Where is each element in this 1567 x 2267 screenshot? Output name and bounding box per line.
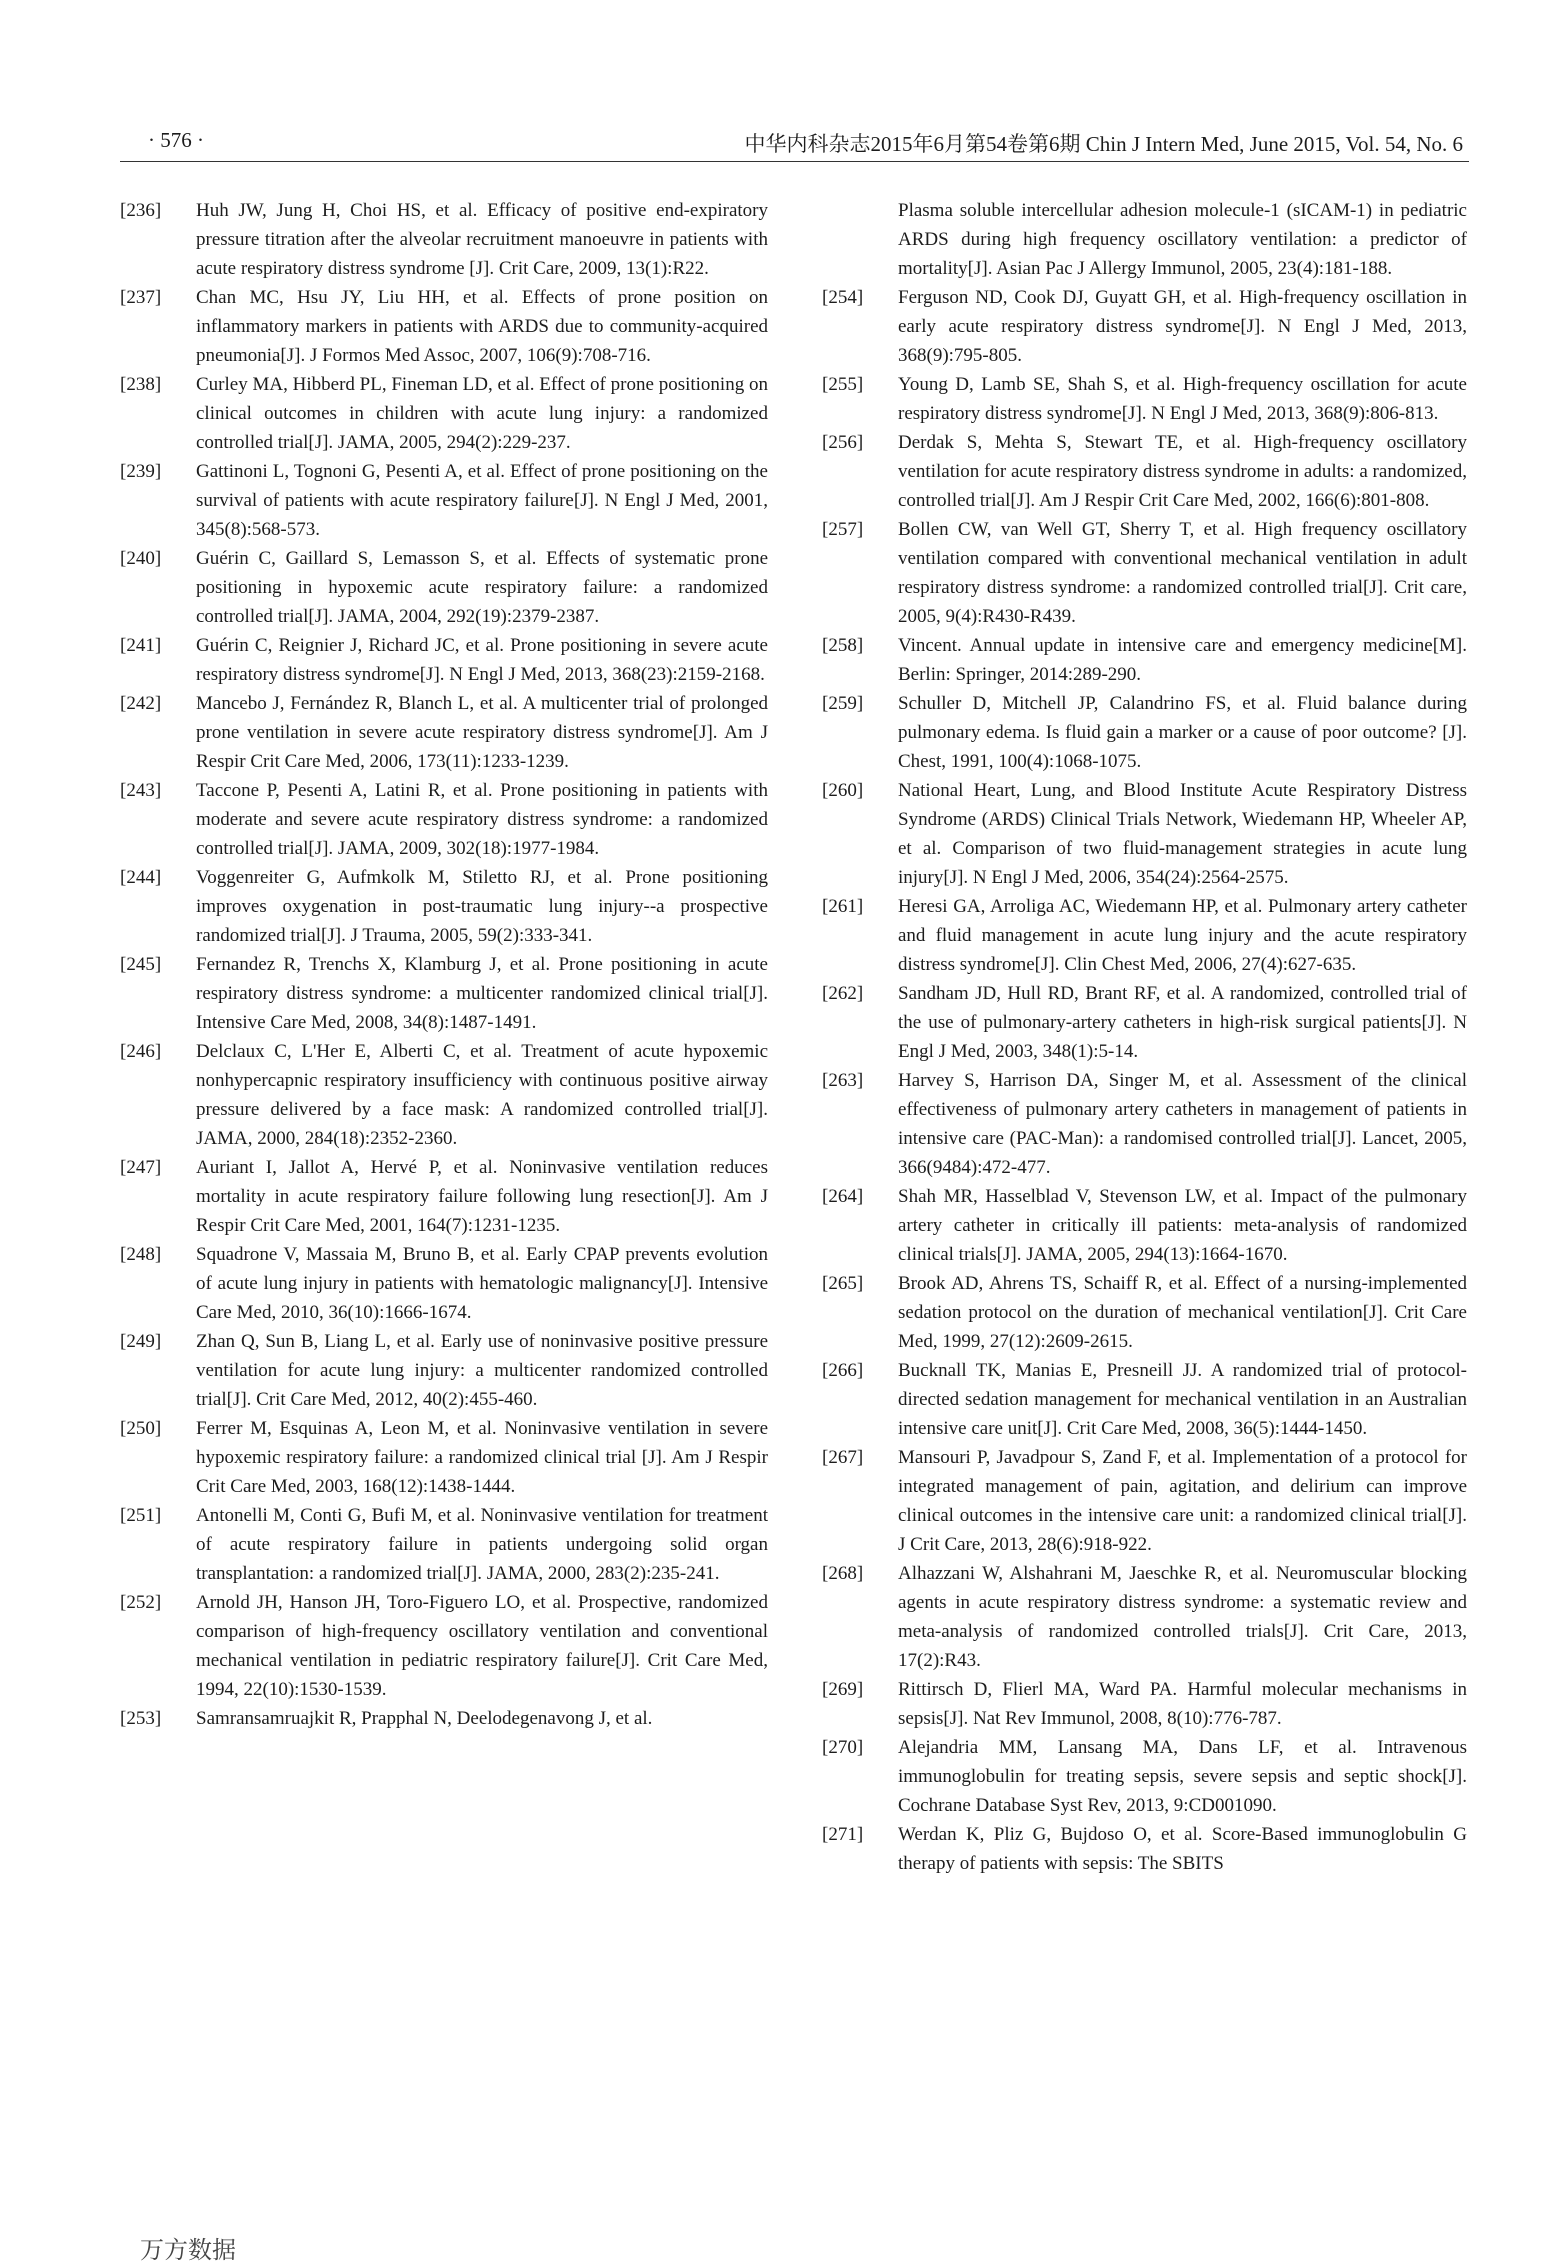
reference-number: [249] [120, 1331, 162, 1352]
page-number: · 576 · [148, 128, 204, 152]
reference-text: Mansouri P, Javadpour S, Zand F, et al. Implementation of a protocol for integrated management of pain, agitation, and delirium can improve clinical outcomes in the intensive care unit: a randomized clinical trial[J]. J Crit Care, 2013, 28(6):918-922. [898, 1447, 1467, 1555]
reference-item [120, 950, 768, 1037]
reference-item [822, 689, 1467, 776]
reference-text: Squadrone V, Massaia M, Bruno B, et al. Early CPAP prevents evolution of acute lung injury in patients with hematologic malignancy[J]. Intensive Care Med, 2010, 36(10):1666-1674. [196, 1244, 768, 1323]
reference-item [822, 1559, 1467, 1675]
reference-number: [250] [120, 1418, 162, 1439]
reference-number: [251] [120, 1505, 162, 1526]
reference-number: [260] [822, 780, 864, 801]
reference-number: [258] [822, 635, 864, 656]
reference-item [822, 283, 1467, 370]
reference-text: Sandham JD, Hull RD, Brant RF, et al. A randomized, controlled trial of the use of pulmonary-artery catheters in high-risk surgical patients[J]. N Engl J Med, 2003, 348(1):5-14. [898, 983, 1467, 1062]
reference-text: Guérin C, Gaillard S, Lemasson S, et al. Effects of systematic prone positioning in hypoxemic acute respiratory failure: a randomized controlled trial[J]. JAMA, 2004, 292(19):2379-2387. [196, 548, 768, 627]
reference-text: Gattinoni L, Tognoni G, Pesenti A, et al. Effect of prone positioning on the survival of patients with acute respiratory failure[J]. N Engl J Med, 2001, 345(8):568-573. [196, 461, 768, 540]
reference-number: [265] [822, 1273, 864, 1294]
reference-number: [238] [120, 374, 162, 395]
reference-number: [263] [822, 1070, 864, 1091]
reference-text: Derdak S, Mehta S, Stewart TE, et al. High-frequency oscillatory ventilation for acute respiratory distress syndrome in adults: a randomized, controlled trial[J]. Am J Respir Crit Care Med, 2002, 166(6):801-808. [898, 432, 1467, 511]
reference-text: Shah MR, Hasselblad V, Stevenson LW, et al. Impact of the pulmonary artery catheter in critically ill patients: meta-analysis of randomized clinical trials[J]. JAMA, 2005, 294(13):1664-1670. [898, 1186, 1467, 1265]
reference-number: [240] [120, 548, 162, 569]
reference-item [120, 457, 768, 544]
reference-number: [253] [120, 1708, 162, 1729]
reference-number: [243] [120, 780, 162, 801]
reference-item [822, 631, 1467, 689]
reference-item [120, 283, 768, 370]
reference-item [822, 979, 1467, 1066]
reference-item [120, 631, 768, 689]
reference-text: Ferrer M, Esquinas A, Leon M, et al. Noninvasive ventilation in severe hypoxemic respiratory failure: a randomized clinical trial [J]. Am J Respir Crit Care Med, 2003, 168(12):1438-1444. [196, 1418, 768, 1497]
reference-item [822, 776, 1467, 892]
reference-text: Werdan K, Pliz G, Bujdoso O, et al. Score-Based immunoglobulin G therapy of patients with sepsis: The SBITS [898, 1824, 1467, 1874]
reference-text: Auriant I, Jallot A, Hervé P, et al. Noninvasive ventilation reduces mortality in acute respiratory failure following lung resection[J]. Am J Respir Crit Care Med, 2001, 164(7):1231-1235. [196, 1157, 768, 1236]
reference-number: [261] [822, 896, 864, 917]
reference-text: Delclaux C, L'Her E, Alberti C, et al. Treatment of acute hypoxemic nonhypercapnic respiratory insufficiency with continuous positive airway pressure delivered by a face mask: A randomized controlled trial[J]. JAMA, 2000, 284(18):2352-2360. [196, 1041, 768, 1149]
reference-number: [266] [822, 1360, 864, 1381]
reference-item [822, 1356, 1467, 1443]
reference-text: Zhan Q, Sun B, Liang L, et al. Early use of noninvasive positive pressure ventilation for acute lung injury: a multicenter randomized controlled trial[J]. Crit Care Med, 2012, 40(2):455-460. [196, 1331, 768, 1410]
reference-number: [247] [120, 1157, 162, 1178]
reference-item [822, 892, 1467, 979]
reference-item [822, 370, 1467, 428]
reference-text: Fernandez R, Trenchs X, Klamburg J, et al. Prone positioning in acute respiratory distress syndrome: a multicenter randomized clinical trial[J]. Intensive Care Med, 2008, 34(8):1487-1491. [196, 954, 768, 1033]
reference-item [120, 689, 768, 776]
reference-text: Curley MA, Hibberd PL, Fineman LD, et al. Effect of prone positioning on clinical outcomes in children with acute lung injury: a randomized controlled trial[J]. JAMA, 2005, 294(2):229-237. [196, 374, 768, 453]
reference-number: [239] [120, 461, 162, 482]
reference-text: Bollen CW, van Well GT, Sherry T, et al. High frequency oscillatory ventilation compared with conventional mechanical ventilation in adult respiratory distress syndrome: a randomized controlled trial[J]. Crit care, 2005, 9(4):R430-R439. [898, 519, 1467, 627]
reference-text: Young D, Lamb SE, Shah S, et al. High-frequency oscillation for acute respiratory distress syndrome[J]. N Engl J Med, 2013, 368(9):806-813. [898, 374, 1467, 424]
reference-item [120, 1240, 768, 1327]
reference-text: Voggenreiter G, Aufmkolk M, Stiletto RJ, et al. Prone positioning improves oxygenation in post-traumatic lung injury--a prospective randomized trial[J]. J Trauma, 2005, 59(2):333-341. [196, 867, 768, 946]
reference-text: Taccone P, Pesenti A, Latini R, et al. Prone positioning in patients with moderate and severe acute respiratory distress syndrome: a randomized controlled trial[J]. JAMA, 2009, 302(18):1977-1984. [196, 780, 768, 859]
reference-text: Vincent. Annual update in intensive care and emergency medicine[M]. Berlin: Springer, 2014:289-290. [898, 635, 1467, 685]
reference-item [120, 776, 768, 863]
reference-item [822, 1675, 1467, 1733]
reference-item [120, 1588, 768, 1704]
reference-text: Alejandria MM, Lansang MA, Dans LF, et al. Intravenous immunoglobulin for treating sepsis, severe sepsis and septic shock[J]. Cochrane Database Syst Rev, 2013, 9:CD001090. [898, 1737, 1467, 1816]
reference-number: [271] [822, 1824, 864, 1845]
reference-number: [246] [120, 1041, 162, 1062]
reference-text: Bucknall TK, Manias E, Presneill JJ. A randomized trial of protocol-directed sedation management for mechanical ventilation in an Australian intensive care unit[J]. Crit Care Med, 2008, 36(5):1444-1450. [898, 1360, 1467, 1439]
reference-item [120, 863, 768, 950]
reference-text: Alhazzani W, Alshahrani M, Jaeschke R, et al. Neuromuscular blocking agents in acute respiratory distress syndrome: a systematic review and meta-analysis of randomized controlled trials[J]. Crit Care, 2013, 17(2):R43. [898, 1563, 1467, 1671]
reference-number: [268] [822, 1563, 864, 1584]
reference-text: Antonelli M, Conti G, Bufi M, et al. Noninvasive ventilation for treatment of acute respiratory failure in patients undergoing solid organ transplantation: a randomized trial[J]. JAMA, 2000, 283(2):235-241. [196, 1505, 768, 1584]
reference-continuation: Plasma soluble intercellular adhesion molecule-1 (sICAM-1) in pediatric ARDS during high frequency oscillatory ventilation: a predictor of mortality[J]. Asian Pac J Allergy Immunol, 2005, 23(4):181-188. [898, 200, 1467, 279]
reference-text: Rittirsch D, Flierl MA, Ward PA. Harmful molecular mechanisms in sepsis[J]. Nat Rev Immunol, 2008, 8(10):776-787. [898, 1679, 1467, 1729]
reference-text: Arnold JH, Hanson JH, Toro-Figuero LO, et al. Prospective, randomized comparison of high-frequency oscillatory ventilation and conventional mechanical ventilation in pediatric respiratory failure[J]. Crit Care Med, 1994, 22(10):1530-1539. [196, 1592, 768, 1700]
reference-number: [242] [120, 693, 162, 714]
watermark: 万方数据 [140, 2236, 236, 2264]
reference-text: Samransamruajkit R, Prapphal N, Deelodegenavong J, et al. [196, 1708, 653, 1729]
reference-number: [255] [822, 374, 864, 395]
reference-text: Chan MC, Hsu JY, Liu HH, et al. Effects of prone position on inflammatory markers in patients with ARDS due to community-acquired pneumonia[J]. J Formos Med Assoc, 2007, 106(9):708-716. [196, 287, 768, 366]
reference-number: [267] [822, 1447, 864, 1468]
reference-number: [237] [120, 287, 162, 308]
reference-item [120, 1704, 768, 1733]
reference-number: [252] [120, 1592, 162, 1613]
reference-item [120, 370, 768, 457]
reference-item [120, 1414, 768, 1501]
reference-item [120, 196, 768, 283]
reference-item [822, 1066, 1467, 1182]
reference-number: [259] [822, 693, 864, 714]
reference-number: [262] [822, 983, 864, 1004]
reference-item [120, 1153, 768, 1240]
reference-item [822, 1269, 1467, 1356]
reference-item [822, 515, 1467, 631]
reference-number: [248] [120, 1244, 162, 1265]
reference-item [120, 544, 768, 631]
reference-item [822, 1443, 1467, 1559]
reference-number: [236] [120, 200, 162, 221]
journal-header: 中华内科杂志2015年6月第54卷第6期 Chin J Intern Med, June 2015, Vol. 54, No. 6 [744, 132, 1463, 156]
reference-column-left [120, 196, 768, 1733]
header-rule [120, 161, 1469, 162]
reference-text: Huh JW, Jung H, Choi HS, et al. Efficacy of positive end-expiratory pressure titration after the alveolar recruitment manoeuvre in patients with acute respiratory distress syndrome [J]. Crit Care, 2009, 13(1):R22. [196, 200, 768, 279]
reference-item [120, 1501, 768, 1588]
reference-column-right [822, 196, 1467, 1878]
reference-text: Mancebo J, Fernández R, Blanch L, et al. A multicenter trial of prolonged prone ventilation in severe acute respiratory distress syndrome[J]. Am J Respir Crit Care Med, 2006, 173(11):1233-1239. [196, 693, 768, 772]
reference-text: Harvey S, Harrison DA, Singer M, et al. Assessment of the clinical effectiveness of pulmonary artery catheters in management of patients in intensive care (PAC-Man): a randomised controlled trial[J]. Lancet, 2005, 366(9484):472-477. [898, 1070, 1467, 1178]
reference-item [120, 1327, 768, 1414]
reference-item [822, 428, 1467, 515]
reference-text: National Heart, Lung, and Blood Institute Acute Respiratory Distress Syndrome (ARDS) Clinical Trials Network, Wiedemann HP, Wheeler AP, et al. Comparison of two fluid-management strategies in acute lung injury[J]. N Engl J Med, 2006, 354(24):2564-2575. [898, 780, 1467, 888]
reference-number: [257] [822, 519, 864, 540]
reference-text: Guérin C, Reignier J, Richard JC, et al. Prone positioning in severe acute respiratory distress syndrome[J]. N Engl J Med, 2013, 368(23):2159-2168. [196, 635, 768, 685]
reference-number: [264] [822, 1186, 864, 1207]
reference-number: [244] [120, 867, 162, 888]
reference-text: Heresi GA, Arroliga AC, Wiedemann HP, et al. Pulmonary artery catheter and fluid management in acute lung injury and the acute respiratory distress syndrome[J]. Clin Chest Med, 2006, 27(4):627-635. [898, 896, 1467, 975]
reference-number: [254] [822, 287, 864, 308]
reference-number: [245] [120, 954, 162, 975]
reference-text: Ferguson ND, Cook DJ, Guyatt GH, et al. High-frequency oscillation in early acute respiratory distress syndrome[J]. N Engl J Med, 2013, 368(9):795-805. [898, 287, 1467, 366]
reference-item [822, 1182, 1467, 1269]
reference-text: Schuller D, Mitchell JP, Calandrino FS, et al. Fluid balance during pulmonary edema. Is fluid gain a marker or a cause of poor outcome? [J]. Chest, 1991, 100(4):1068-1075. [898, 693, 1467, 772]
reference-item [120, 1037, 768, 1153]
reference-item [822, 1733, 1467, 1820]
reference-text: Brook AD, Ahrens TS, Schaiff R, et al. Effect of a nursing-implemented sedation protocol on the duration of mechanical ventilation[J]. Crit Care Med, 1999, 27(12):2609-2615. [898, 1273, 1467, 1352]
reference-number: [269] [822, 1679, 864, 1700]
reference-number: [241] [120, 635, 162, 656]
reference-number: [256] [822, 432, 864, 453]
reference-number: [270] [822, 1737, 864, 1758]
reference-item [822, 1820, 1467, 1878]
